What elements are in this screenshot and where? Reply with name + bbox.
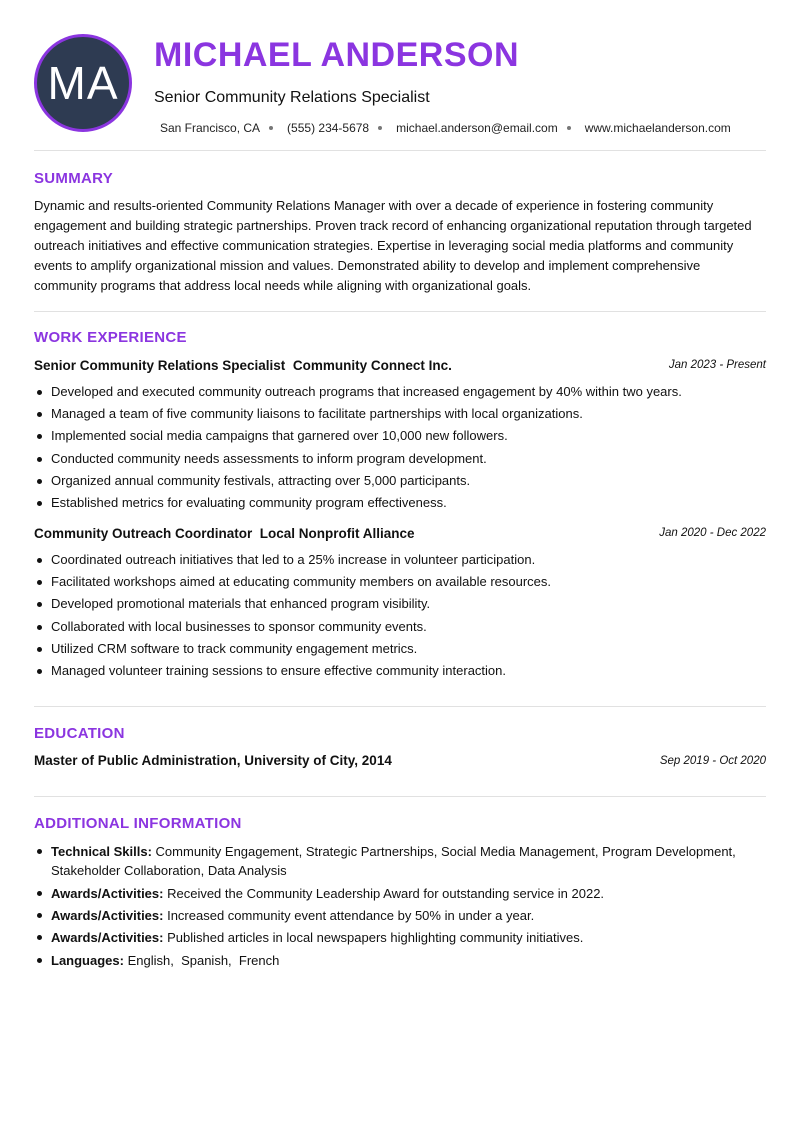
additional-heading: ADDITIONAL INFORMATION xyxy=(34,815,242,832)
list-item: Facilitated workshops aimed at educating community members on available resources. xyxy=(34,571,766,593)
resume-header xyxy=(0,0,800,152)
list-item: Implemented social media campaigns that garnered over 10,000 new followers. xyxy=(34,425,766,447)
info-label: Languages: xyxy=(51,953,124,968)
info-text: Community Engagement, Strategic Partnerships, Social Media Management, Program Development, Stakeholder Collaboration, Data Analysis xyxy=(51,844,736,878)
list-item xyxy=(34,906,766,925)
list-item: Managed volunteer training sessions to ensure effective community interaction. xyxy=(34,660,766,682)
list-item: Developed and executed community outreach programs that increased engagement by 40% within two years. xyxy=(34,381,766,403)
job-header xyxy=(34,358,766,376)
candidate-title: Senior Community Relations Specialist xyxy=(154,89,430,106)
list-item: Managed a team of five community liaisons to facilitate partnerships with local organizations. xyxy=(34,403,766,425)
education-degree: Master of Public Administration, University of City, 2014 xyxy=(34,753,392,768)
contact-separator xyxy=(269,126,273,130)
contact-line xyxy=(160,121,731,135)
job-company: Community Connect Inc. xyxy=(292,358,452,373)
list-item: Developed promotional materials that enhanced program visibility. xyxy=(34,593,766,615)
contact-separator xyxy=(378,126,382,130)
summary-text: Dynamic and results-oriented Community Relations Manager with over a decade of experience in fostering community engagement and building strategic partnerships. Proven track record of enhancing organizational reputation through targeted outreach initiatives and effective communication strategies. Expertise in leveraging social media platforms and community events to amplify organizational mission and values. Demonstrated ability to develop and implement comprehensive community programs that address local needs while aligning with organizational goals. xyxy=(34,198,752,293)
job-role-line xyxy=(34,358,452,373)
job-role-line xyxy=(34,526,415,541)
list-item: Collaborated with local businesses to sponsor community events. xyxy=(34,616,766,638)
info-label: Awards/Activities: xyxy=(51,886,164,901)
info-label: Awards/Activities: xyxy=(51,908,164,923)
experience-heading: WORK EXPERIENCE xyxy=(34,329,187,346)
job-header xyxy=(34,526,766,544)
list-item xyxy=(34,951,766,970)
list-item: Utilized CRM software to track community engagement metrics. xyxy=(34,638,766,660)
info-label: Awards/Activities: xyxy=(51,930,164,945)
list-item: Established metrics for evaluating community program effectiveness. xyxy=(34,492,766,514)
list-item: Organized annual community festivals, attracting over 5,000 participants. xyxy=(34,470,766,492)
info-text: Received the Community Leadership Award for outstanding service in 2022. xyxy=(167,886,605,901)
info-text: Increased community event attendance by 50% in under a year. xyxy=(167,908,535,923)
list-item xyxy=(34,928,766,947)
job-bullets xyxy=(34,549,766,682)
avatar-initials: MA xyxy=(47,57,119,109)
education-heading: EDUCATION xyxy=(34,725,125,742)
additional-list xyxy=(34,842,766,973)
info-text: English, Spanish, French xyxy=(127,953,280,968)
list-item: Coordinated outreach initiatives that led to a 25% increase in volunteer participation. xyxy=(34,549,766,571)
list-item xyxy=(34,884,766,903)
job-role: Community Outreach Coordinator xyxy=(34,526,253,541)
info-text: Published articles in local newspapers highlighting community initiatives. xyxy=(167,930,584,945)
section-divider xyxy=(34,311,766,312)
education-entry xyxy=(34,753,766,771)
list-item xyxy=(34,842,766,880)
job-dates: Jan 2023 - Present xyxy=(668,359,766,371)
job-bullets xyxy=(34,381,766,514)
job-dates: Jan 2020 - Dec 2022 xyxy=(659,527,766,539)
education-dates: Sep 2019 - Oct 2020 xyxy=(659,755,766,767)
contact-separator xyxy=(567,126,571,130)
avatar xyxy=(34,34,132,132)
job-role: Senior Community Relations Specialist xyxy=(34,358,286,373)
section-divider xyxy=(34,796,766,797)
contact-location: San Francisco, CA xyxy=(160,121,261,135)
section-divider xyxy=(34,706,766,707)
contact-website: www.michaelanderson.com xyxy=(584,121,731,135)
job-company: Local Nonprofit Alliance xyxy=(259,526,415,541)
info-label: Technical Skills: xyxy=(51,844,152,859)
list-item: Conducted community needs assessments to inform program development. xyxy=(34,448,766,470)
section-divider xyxy=(34,150,766,151)
contact-email: michael.anderson@email.com xyxy=(396,121,558,135)
summary-heading: SUMMARY xyxy=(34,170,114,187)
candidate-name: MICHAEL ANDERSON xyxy=(154,36,520,74)
contact-phone: (555) 234-5678 xyxy=(287,121,370,135)
